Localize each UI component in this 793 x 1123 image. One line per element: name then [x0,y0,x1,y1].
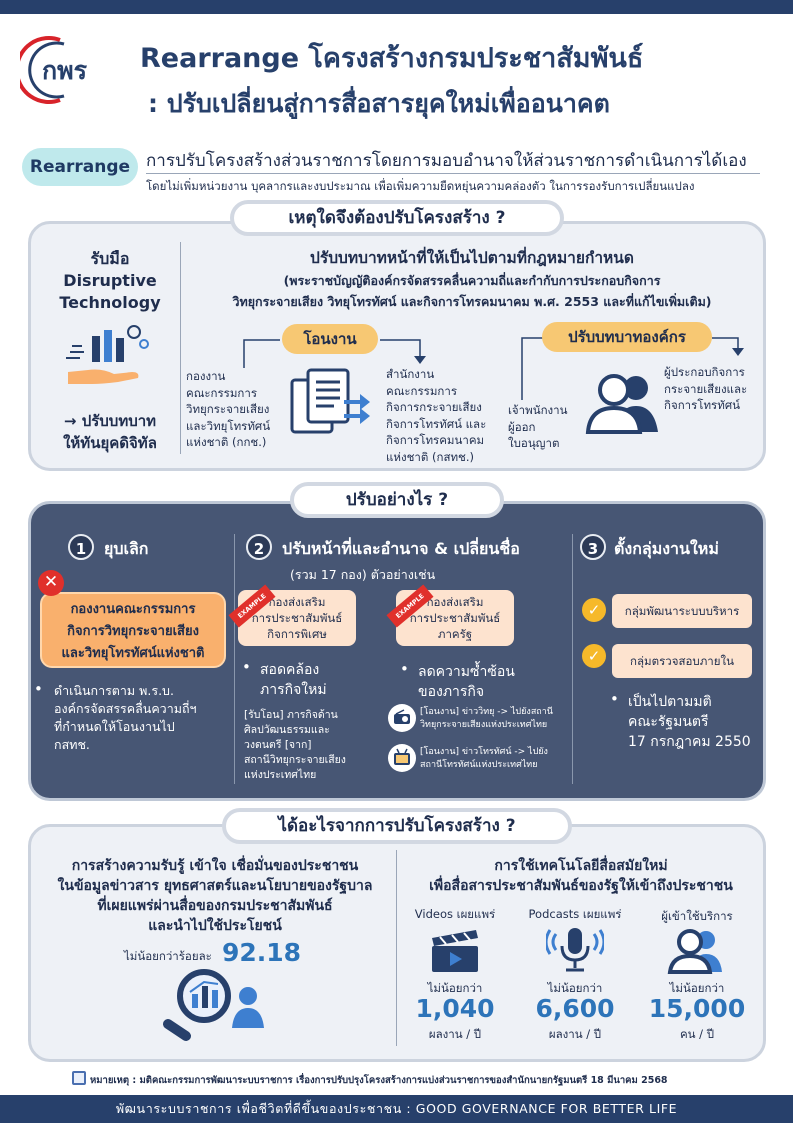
reduce-duplication-text: ลดความซ้ำซ้อน ของภารกิจ [418,664,515,700]
why-divider [180,242,181,454]
step-title-dissolve: ยุบเลิก [104,539,149,558]
podcasts-unit: ผลงาน / ปี [548,1027,602,1041]
podcasts-label: Podcasts เผยแพร่ [528,907,622,921]
step-adjust-subtitle: (รวม 17 กอง) ตัวอย่างเช่น [290,567,436,582]
top-bar [0,0,793,14]
example-ribbon: EXAMPLE [228,584,275,627]
magnifier-analytics-icon [162,966,272,1042]
page-title-line1: Rearrange โครงสร้างกรมประชาสัมพันธ์ [140,43,644,74]
transfer-label: โอนงาน [282,324,378,354]
adjust-role-text: → ปรับบทบาท ให้ทันยุคดิจิทัล [63,412,157,452]
users-label: ผู้เข้าใช้บริการ [661,909,733,923]
technology-heading: การใช้เทคโนโลยีสื่อสมัยใหม่ เพื่อสื่อสารประชาสัมพันธ์ของรัฐให้เข้าถึงประชาชน [429,858,733,894]
bullet-dot: • [400,660,409,678]
law-title: ปรับบทบาทหน้าที่ให้เป็นไปตามที่กฎหมายกำหนด [310,249,634,267]
podcasts-value: 6,600 [535,994,615,1023]
users-unit: คน / ปี [679,1027,715,1041]
users-value: 15,000 [648,994,746,1023]
videos-label: Videos เผยแพร่ [414,907,496,921]
why-heading: เหตุใดจึงต้องปรับโครงสร้าง ? [230,200,564,236]
radio-icon [388,704,416,732]
intro-divider [146,173,760,174]
example-box-special-affairs: กองส่งเสริม การประชาสัมพันธ์ กิจการพิเศษ [238,590,356,646]
footnote: หมายเหตุ : มติคณะกรรมการพัฒนาระบบราชการ เรื่องการปรับปรุงโครงสร้างการแบ่งส่วนราชการของสำนักนายกรัฐมนตรี 18 มีนาคม 2568 [90,1075,668,1086]
disruptive-title: รับมือ Disruptive Technology [59,249,161,312]
step-number-2: 2 [246,534,272,560]
tv-icon [388,744,416,772]
check-icon: ✓ [582,644,606,668]
adjust-org-label: ปรับบทบาทองค์กร [542,322,712,352]
documents-transfer-icon [290,366,374,438]
people-icon [582,370,666,434]
videos-prefix: ไม่น้อยกว่า [427,981,483,995]
radio-news-transfer-text: [โอนงาน] ข่าววิทยุ -> ไปยังสถานี วิทยุกระจายเสียงแห่งประเทศไทย [420,707,553,730]
bullet-dot: • [34,680,43,698]
license-holder-text: ผู้ประกอบกิจการ กระจายเสียงและ กิจการโทรทัศน์ [664,365,748,412]
group-admin-development: กลุ่มพัฒนาระบบบริหาร [612,594,752,628]
gain-divider [396,850,397,1046]
opdc-logo [20,34,112,106]
law-subtitle: (พระราชบัญญัติองค์กรจัดสรรคลื่นความถี่และกำกับการประกอบกิจการ วิทยุกระจายเสียง วิทยุโทรทัศน์ และกิจการโทรคมนาคม พ.ศ. 2553 และที่แก้ไขเพิ่มเติม) [232,273,712,309]
dissolved-unit-box: กองงานคณะกรรมการ กิจการวิทยุกระจายเสียง และวิทยุโทรทัศน์แห่งชาติ [40,592,226,668]
how-divider-2 [572,534,573,784]
aligned-mission-text: สอดคล้อง ภารกิจใหม่ [260,662,327,698]
gain-heading: ได้อะไรจากการปรับโครงสร้าง ? [222,808,572,844]
awareness-percent: 92.18 [222,938,302,967]
users-icon [666,926,726,974]
step-title-adjust: ปรับหน้าที่และอำนาจ & เปลี่ยนชื่อ [282,539,520,558]
rearrange-pill: Rearrange [22,148,138,186]
logo-text: กพร [42,56,88,85]
dissolve-reason-text: ดำเนินการตาม พ.ร.บ. องค์กรจัดสรรคลื่นความถี่ฯ ที่กำหนดให้โอนงานไป กสทช. [54,683,197,752]
example-box-government: กองส่งเสริม การประชาสัมพันธ์ ภาครัฐ [396,590,514,646]
close-x-icon: ✕ [38,570,64,596]
check-icon: ✓ [582,598,606,622]
footer-slogan: พัฒนาระบบราชการ เพื่อชีวิตที่ดีขึ้นของประชาชน : GOOD GOVERNANCE FOR BETTER LIFE [0,1095,793,1123]
awareness-heading: การสร้างความรับรู้ เข้าใจ เชื่อมั่นของประชาชน ในข้อมูลข่าวสาร ยุทธศาสตร์และนโยบายของรัฐบาล ที่เผยแพร่ผ่านสื่อของกรมประชาสัมพันธ์ และนำไปใช้ประโยชน์ [57,858,373,934]
transfer-to-text: สำนักงาน คณะกรรมการ กิจการกระจายเสียง กิจการโทรทัศน์ และ กิจการโทรคมนาคม แห่งชาติ (กสทช.) [386,367,487,464]
example-ribbon: EXAMPLE [386,584,433,627]
calendar-icon [72,1071,86,1085]
how-divider-1 [234,534,235,784]
tv-news-transfer-text: [โอนงาน] ข่าวโทรทัศน์ -> ไปยัง สถานีโทรทัศน์แห่งประเทศไทย [420,747,548,770]
bullet-dot: • [610,690,619,708]
percent-prefix: ไม่น้อยกว่าร้อยละ [124,949,212,963]
step-number-1: 1 [68,534,94,560]
how-heading: ปรับอย่างไร ? [290,482,504,518]
group-internal-audit: กลุ่มตรวจสอบภายใน [612,644,752,678]
video-clapper-icon [428,926,482,974]
received-mission-note: [รับโอน] ภารกิจด้าน ศิลปวัฒนธรรมและ วงดนตรี [จาก] สถานีวิทยุกระจายเสียง แห่งประเทศไทย [244,709,346,781]
videos-unit: ผลงาน / ปี [428,1027,482,1041]
bullet-dot: • [242,658,251,676]
videos-value: 1,040 [415,994,495,1023]
license-officer-text: เจ้าพนักงาน ผู้ออก ใบอนุญาต [508,403,568,450]
podcasts-prefix: ไม่น้อยกว่า [547,981,603,995]
users-prefix: ไม่น้อยกว่า [669,981,725,995]
cabinet-resolution-text: เป็นไปตามมติ คณะรัฐมนตรี 17 กรกฎาคม 2550 [628,694,751,750]
hand-growth-icon [62,322,158,398]
page-title-line2: : ปรับเปลี่ยนสู่การสื่อสารยุคใหม่เพื่ออนาคต [148,89,610,118]
intro-detail: โดยไม่เพิ่มหน่วยงาน บุคลากรและงบประมาณ เพื่อเพิ่มความยืดหยุ่นความคล่องตัว ในการรองรับการเปลี่ยนแปลง [146,179,695,193]
step-number-3: 3 [580,534,606,560]
intro-definition: การปรับโครงสร้างส่วนราชการโดยการมอบอำนาจให้ส่วนราชการดำเนินการได้เอง [146,151,747,171]
step-title-new-groups: ตั้งกลุ่มงานใหม่ [614,539,719,558]
transfer-from-text: กองงาน คณะกรรมการ วิทยุกระจายเสียง และวิทยุโทรทัศน์ แห่งชาติ (กกช.) [186,369,271,449]
microphone-icon [546,924,604,974]
